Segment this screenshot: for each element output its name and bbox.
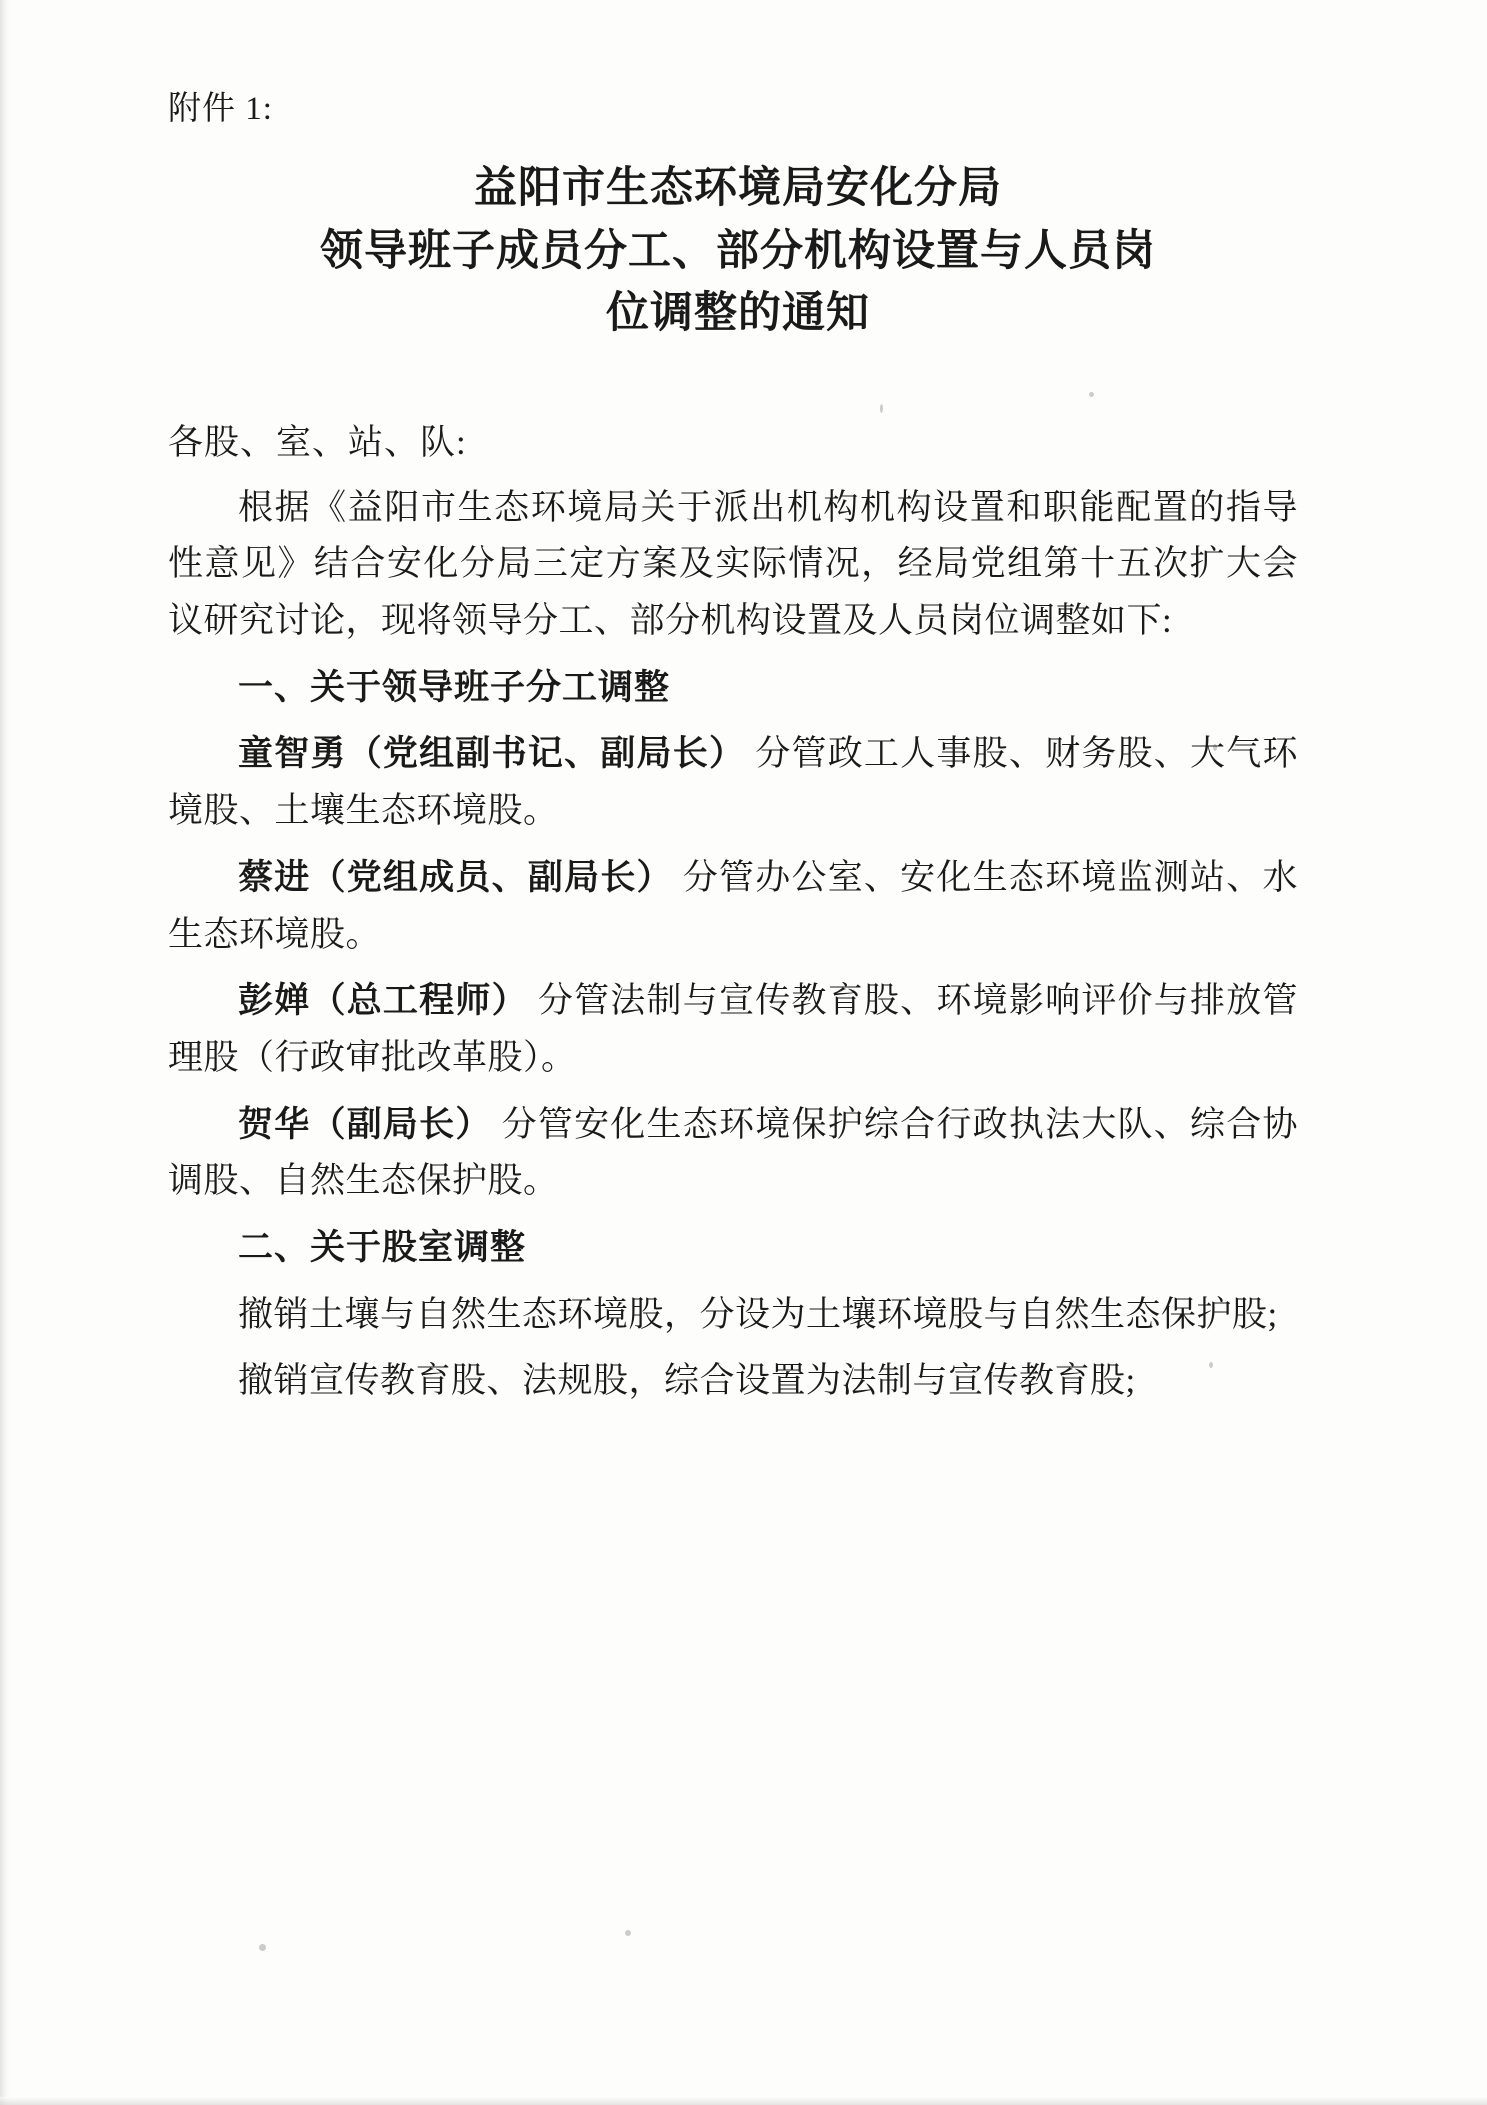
section-two-paragraph: 撤销宣传教育股、法规股，综合设置为法制与宣传教育股; bbox=[238, 1361, 1136, 1401]
leader-duties: 分管办公室、安化生态环境监测站、水生态环境股。 bbox=[168, 857, 1298, 954]
leader-entry bbox=[168, 1097, 1298, 1210]
title-line-1: 益阳市生态环境局安化分局 bbox=[474, 165, 1002, 213]
salutation: 各股、室、站、队: bbox=[168, 423, 467, 463]
leader-duties: 分管安化生态环境保护综合行政执法大队、综合协调股、自然生态保护股。 bbox=[168, 1104, 1298, 1201]
title-line-3: 位调整的通知 bbox=[606, 289, 870, 337]
leader-name-post: 蔡进（党组成员、副局长） bbox=[238, 857, 673, 897]
section-two-paragraph: 撤销土壤与自然生态环境股，分设为土壤环境股与自然生态保护股; bbox=[238, 1294, 1278, 1334]
leader-entry bbox=[168, 850, 1298, 963]
attachment-label: 附件 1: bbox=[168, 91, 273, 127]
page-title bbox=[248, 158, 1218, 345]
intro-paragraph: 根据《益阳市生态环境局关于派出机构机构设置和职能配置的指导性意见》结合安化分局三定方案及实际情况，经局党组第十五次扩大会议研究讨论，现将领导分工、部分机构设置及人员岗位调整如下: bbox=[168, 487, 1298, 641]
leader-name-post: 童智勇（党组副书记、副局长） bbox=[238, 734, 746, 774]
leader-name-post: 彭婵（总工程师） bbox=[238, 981, 528, 1021]
leader-entry bbox=[168, 726, 1298, 839]
title-line-2: 领导班子成员分工、部分机构设置与人员岗 bbox=[320, 227, 1156, 275]
leader-duties: 分管政工人事股、财务股、大气环境股、土壤生态环境股。 bbox=[168, 734, 1298, 831]
leader-name-post: 贺华（副局长） bbox=[238, 1104, 492, 1144]
document-body bbox=[168, 86, 1298, 1410]
section-heading-two: 二、关于股室调整 bbox=[238, 1227, 527, 1267]
page-edge-shadow-left bbox=[0, 0, 10, 2105]
page-edge-shadow-bottom bbox=[0, 2097, 1487, 2105]
section-heading-one: 一、关于领导班子分工调整 bbox=[238, 667, 671, 707]
leader-entry bbox=[168, 973, 1298, 1086]
scan-speck bbox=[625, 1930, 631, 1936]
scan-speck bbox=[259, 1944, 266, 1951]
leader-duties: 分管法制与宣传教育股、环境影响评价与排放管理股（行政审批改革股）。 bbox=[168, 981, 1298, 1077]
